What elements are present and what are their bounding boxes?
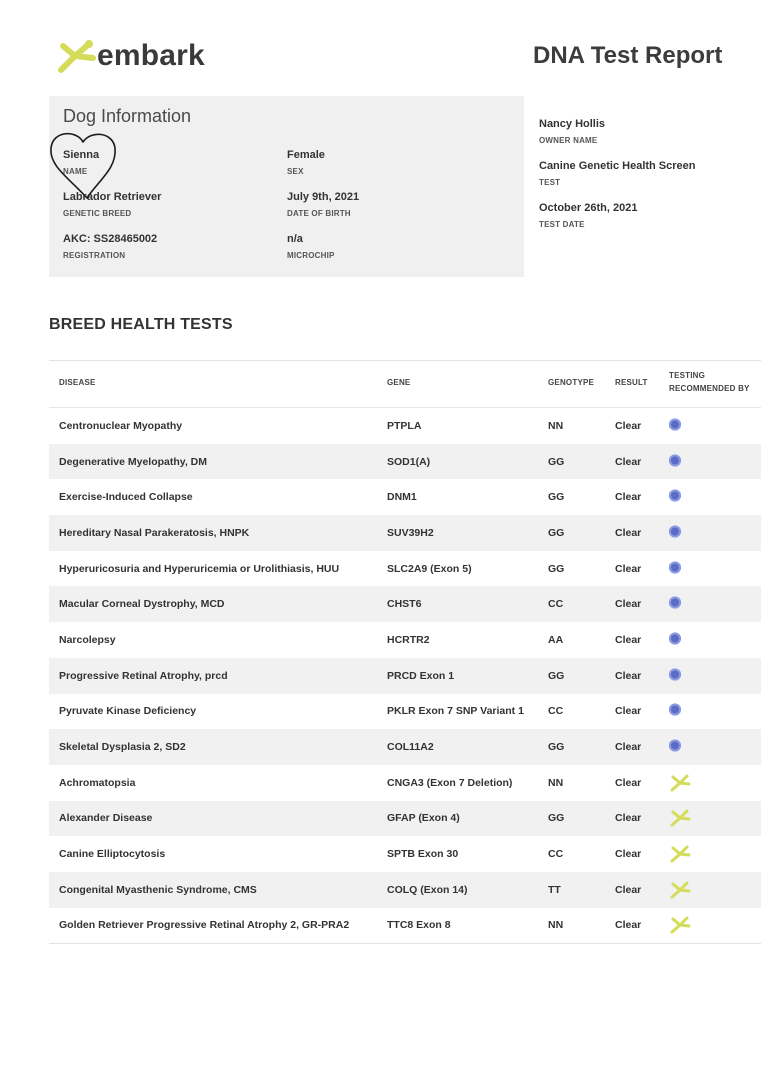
embark-star-icon [669,914,691,936]
table-row [49,444,761,480]
result-cell: Clear [615,491,642,504]
disease-cell: Alexander Disease [59,812,153,825]
table-row [49,801,761,837]
disease-cell: Hereditary Nasal Parakeratosis, HNPK [59,526,250,539]
disease-cell: Progressive Retinal Atrophy, prcd [59,669,228,682]
disease-cell: Hyperuricosuria and Hyperuricemia or Urolithiasis, HUU [59,562,340,575]
brand-name: embark [97,39,205,72]
table-row [49,658,761,694]
test-date-field [539,202,637,229]
genotype-cell: GG [548,526,565,539]
table-row [49,408,761,444]
registration-label: REGISTRATION [63,251,126,260]
gene-cell: PTPLA [387,419,422,432]
result-cell: Clear [615,633,642,646]
gene-cell: SPTB Exon 30 [387,848,459,861]
genotype-cell: NN [548,419,564,432]
microchip-value: n/a [287,233,303,245]
result-cell: Clear [615,669,642,682]
circle-badge-icon [669,454,681,466]
circle-badge-icon [669,704,681,716]
embark-star-icon [55,36,99,76]
circle-badge-icon [669,597,681,609]
gene-cell: COLQ (Exon 14) [387,883,468,896]
sex-field [287,149,325,176]
dob-label: DATE OF BIRTH [287,209,351,218]
disease-cell: Pyruvate Kinase Deficiency [59,705,197,718]
header-gene: GENE [387,378,411,387]
genotype-cell: GG [548,812,565,825]
owner-value: Nancy Hollis [539,118,606,130]
recommended-by-cell [669,807,691,829]
disease-cell: Congenital Myasthenic Syndrome, CMS [59,883,257,896]
recommended-by-cell [669,418,681,433]
name-field [63,149,99,176]
gene-cell: HCRTR2 [387,633,430,646]
result-cell: Clear [615,562,642,575]
recommended-by-cell [669,879,691,901]
name-value: Sienna [63,149,100,161]
header-recommended-by: RECOMMENDED BY [669,384,750,393]
embark-logo [55,36,205,76]
circle-badge-icon [669,561,681,573]
genotype-cell: NN [548,776,564,789]
header-genotype: GENOTYPE [548,378,595,387]
genotype-cell: GG [548,455,565,468]
table-row [49,586,761,622]
recommended-by-cell [669,597,681,612]
owner-label: OWNER NAME [539,136,598,145]
breed-field [63,191,161,218]
table-row [49,765,761,801]
embark-star-icon [669,879,691,901]
recommended-by-cell [669,704,681,719]
registration-value: AKC: SS28465002 [63,233,158,245]
table-row [49,551,761,587]
dob-field [287,191,359,218]
gene-cell: DNM1 [387,491,417,504]
header-testing: TESTING [669,371,706,380]
recommended-by-cell [669,914,691,936]
embark-star-icon [669,807,691,829]
result-cell: Clear [615,812,642,825]
genotype-cell: CC [548,848,564,861]
table-body [49,408,761,943]
table-header [49,361,761,408]
recommended-by-cell [669,843,691,865]
circle-badge-icon [669,668,681,680]
recommended-by-cell [669,561,681,576]
table-row [49,729,761,765]
circle-badge-icon [669,525,681,537]
genotype-cell: GG [548,562,565,575]
recommended-by-cell [669,525,681,540]
recommended-by-cell [669,668,681,683]
recommended-by-cell [669,772,691,794]
gene-cell: TTC8 Exon 8 [387,919,451,932]
result-cell: Clear [615,919,642,932]
test-field [539,160,696,187]
disease-cell: Achromatopsia [59,776,136,789]
disease-cell: Canine Elliptocytosis [59,848,166,861]
result-cell: Clear [615,848,642,861]
microchip-label: MICROCHIP [287,251,335,260]
gene-cell: CNGA3 (Exon 7 Deletion) [387,776,513,789]
genotype-cell: GG [548,669,565,682]
owner-field [539,118,605,145]
disease-cell: Narcolepsy [59,633,116,646]
genotype-cell: NN [548,919,564,932]
result-cell: Clear [615,705,642,718]
registration-field [63,233,157,260]
gene-cell: SUV39H2 [387,526,434,539]
embark-star-icon [669,843,691,865]
genotype-cell: CC [548,598,564,611]
circle-badge-icon [669,740,681,752]
genotype-cell: CC [548,705,564,718]
test-date-value: October 26th, 2021 [539,202,638,214]
result-cell: Clear [615,883,642,896]
header-disease: DISEASE [59,378,96,387]
header-result: RESULT [615,378,648,387]
disease-cell: Exercise-Induced Collapse [59,491,193,504]
circle-badge-icon [669,632,681,644]
dog-info-heading: Dog Information [63,106,192,126]
gene-cell: COL11A2 [387,741,434,754]
table-row [49,622,761,658]
gene-cell: PRCD Exon 1 [387,669,455,682]
microchip-field [287,233,335,260]
result-cell: Clear [615,419,642,432]
table-row [49,515,761,551]
name-label: NAME [63,167,88,176]
result-cell: Clear [615,526,642,539]
genotype-cell: GG [548,741,565,754]
genotype-cell: AA [548,633,564,646]
disease-cell: Golden Retriever Progressive Retinal Atrophy 2, GR-PRA2 [59,919,350,932]
genotype-cell: TT [548,883,561,896]
table-row [49,908,761,944]
result-cell: Clear [615,741,642,754]
report-title: DNA Test Report [533,42,723,69]
breed-value: Labrador Retriever [63,191,162,203]
sex-value: Female [287,149,325,161]
result-cell: Clear [615,776,642,789]
dog-info-box [49,96,524,277]
gene-cell: PKLR Exon 7 SNP Variant 1 [387,705,524,718]
disease-cell: Centronuclear Myopathy [59,419,183,432]
result-cell: Clear [615,455,642,468]
embark-star-icon [669,772,691,794]
gene-cell: SLC2A9 (Exon 5) [387,562,472,575]
result-cell: Clear [615,598,642,611]
table-row [49,694,761,730]
breed-label: GENETIC BREED [63,209,132,218]
test-date-label: TEST DATE [539,220,585,229]
dob-value: July 9th, 2021 [287,191,360,203]
recommended-by-cell [669,490,681,505]
genotype-cell: GG [548,491,565,504]
recommended-by-cell [669,740,681,755]
circle-badge-icon [669,490,681,502]
table-row [49,479,761,515]
table-row [49,836,761,872]
breed-health-tests-title: BREED HEALTH TESTS [49,316,233,333]
disease-cell: Skeletal Dysplasia 2, SD2 [59,741,186,754]
gene-cell: GFAP (Exon 4) [387,812,460,825]
health-tests-table [49,360,761,944]
disease-cell: Degenerative Myelopathy, DM [59,455,208,468]
gene-cell: CHST6 [387,598,422,611]
recommended-by-cell [669,454,681,469]
recommended-by-cell [669,632,681,647]
test-label: TEST [539,178,561,187]
disease-cell: Macular Corneal Dystrophy, MCD [59,598,225,611]
test-value: Canine Genetic Health Screen [539,160,696,172]
sex-label: SEX [287,167,304,176]
table-row [49,872,761,908]
gene-cell: SOD1(A) [387,455,431,468]
circle-badge-icon [669,418,681,430]
